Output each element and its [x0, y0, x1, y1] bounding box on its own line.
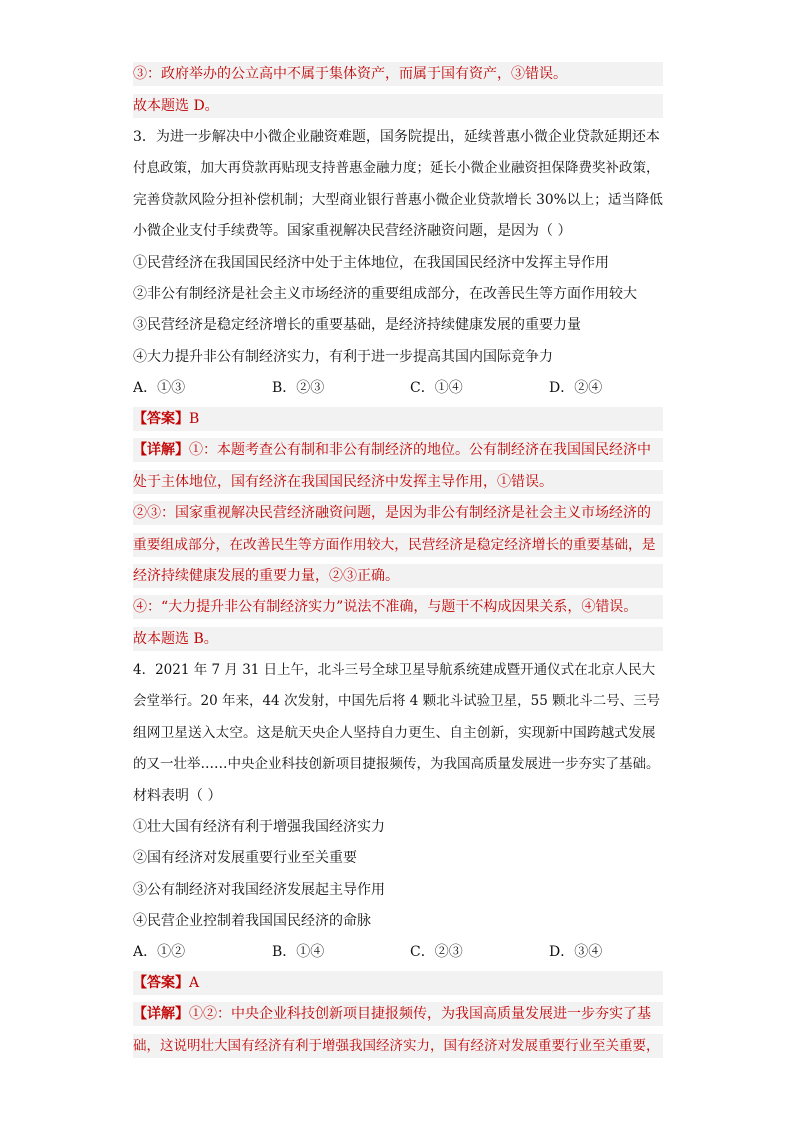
prev-conclusion: 故本题选 D。 — [133, 94, 663, 118]
q4-detail-line-1 — [133, 1002, 663, 1026]
q4-stem-line-5: 材料表明（ ） — [133, 788, 222, 804]
q4-item-2: ②国有经济对发展重要行业至关重要 — [133, 850, 357, 866]
q4-stem-line-4: 的又一壮举……中央企业科技创新项目捷报频传，为我国高质量发展进一步夯实了基础。 — [133, 756, 660, 772]
q4-stem-line-1: 4．2021 年 7 月 31 日上午，北斗三号全球卫星导航系统建成暨开通仪式在北京人民大 — [133, 662, 656, 678]
q4-stem-line-2: 会堂举行。20 年来，44 次发射，中国先后将 4 颗北斗试验卫星，55 颗北斗二号、三号 — [133, 693, 661, 709]
q3-detail-line-3: ②③：国家重视解决民营经济融资问题，是因为非公有制经济是社会主义市场经济的 — [133, 501, 663, 525]
q3-item-3: ③民营经济是稳定经济增长的重要基础，是经济持续健康发展的重要力量 — [133, 317, 581, 333]
q3-stem-line-3: 完善贷款风险分担补偿机制；大型商业银行普惠小微企业贷款增长 30%以上；适当降低 — [133, 192, 663, 208]
q3-item-2: ②非公有制经济是社会主义市场经济的重要组成部分，在改善民生等方面作用较大 — [133, 286, 637, 302]
q3-answer-label: 【答案】 — [133, 411, 189, 427]
q4-detail-line-2: 础，这说明壮大国有经济有利于增强我国经济实力，国有经济对发展重要行业至关重要， — [133, 1034, 663, 1058]
q3-stem-line-4: 小微企业支付手续费等。国家重视解决民营经济融资问题，是因为（ ） — [133, 223, 572, 239]
q3-conclusion: 故本题选 B。 — [133, 627, 663, 651]
q4-item-4: ④民营企业控制着我国国民经济的命脉 — [133, 913, 371, 929]
q4-option-d: D．③④ — [549, 944, 603, 960]
prev-detail-line: ③：政府举办的公立高中不属于集体资产，而属于国有资产，③错误。 — [133, 62, 663, 86]
q3-option-a: A．①③ — [133, 380, 186, 396]
q3-detail-label: 【详解】 — [133, 442, 189, 458]
q4-option-b: B．①④ — [272, 944, 325, 960]
q4-option-a: A．①② — [133, 944, 186, 960]
q3-option-b: B．②③ — [272, 380, 325, 396]
q4-answer — [133, 971, 663, 995]
q3-detail-text-1: ①：本题考查公有制和非公有制经济的地位。公有制经济在我国国民经济中 — [189, 442, 651, 458]
q3-answer-value: B — [189, 411, 200, 427]
q3-item-1: ①民营经济在我国国民经济中处于主体地位，在我国国民经济中发挥主导作用 — [133, 255, 609, 271]
q3-options — [133, 376, 663, 400]
q3-detail-line-6: ④：“大力提升非公有制经济实力”说法不准确，与题干不构成因果关系，④错误。 — [133, 595, 663, 619]
q3-detail-line-4: 重要组成部分，在改善民生等方面作用较大，民营经济是稳定经济增长的重要基础，是 — [133, 533, 663, 557]
q4-item-3: ③公有制经济对我国经济发展起主导作用 — [133, 882, 385, 898]
q4-detail-text-1: ①②：中央企业科技创新项目捷报频传，为我国高质量发展进一步夯实了基 — [189, 1006, 651, 1022]
q3-detail-line-1 — [133, 438, 663, 462]
q4-stem-line-3: 组网卫星送入太空。这是航天央企人坚持自力更生、自主创新，实现新中国跨越式发展 — [133, 725, 656, 741]
q3-item-4: ④大力提升非公有制经济实力，有利于进一步提高其国内国际竞争力 — [133, 349, 553, 365]
q4-detail-label: 【详解】 — [133, 1006, 189, 1022]
q3-detail-line-2: 处于主体地位，国有经济在我国国民经济中发挥主导作用，①错误。 — [133, 470, 663, 494]
q3-detail-line-5: 经济持续健康发展的重要力量，②③正确。 — [133, 564, 663, 588]
q4-option-c: C．②③ — [410, 944, 463, 960]
q3-stem-line-1: 3．为进一步解决中小微企业融资难题，国务院提出，延续普惠小微企业贷款延期还本 — [133, 129, 660, 145]
q4-answer-label: 【答案】 — [133, 975, 189, 991]
q3-option-c: C．①④ — [410, 380, 463, 396]
q4-answer-value: A — [189, 975, 200, 991]
q3-answer — [133, 407, 663, 431]
q4-options — [133, 940, 663, 964]
q3-stem-line-2: 付息政策，加大再贷款再贴现支持普惠金融力度；延长小微企业融资担保降费奖补政策， — [133, 160, 660, 176]
q4-item-1: ①壮大国有经济有利于增强我国经济实力 — [133, 819, 385, 835]
q3-option-d: D．②④ — [549, 380, 603, 396]
